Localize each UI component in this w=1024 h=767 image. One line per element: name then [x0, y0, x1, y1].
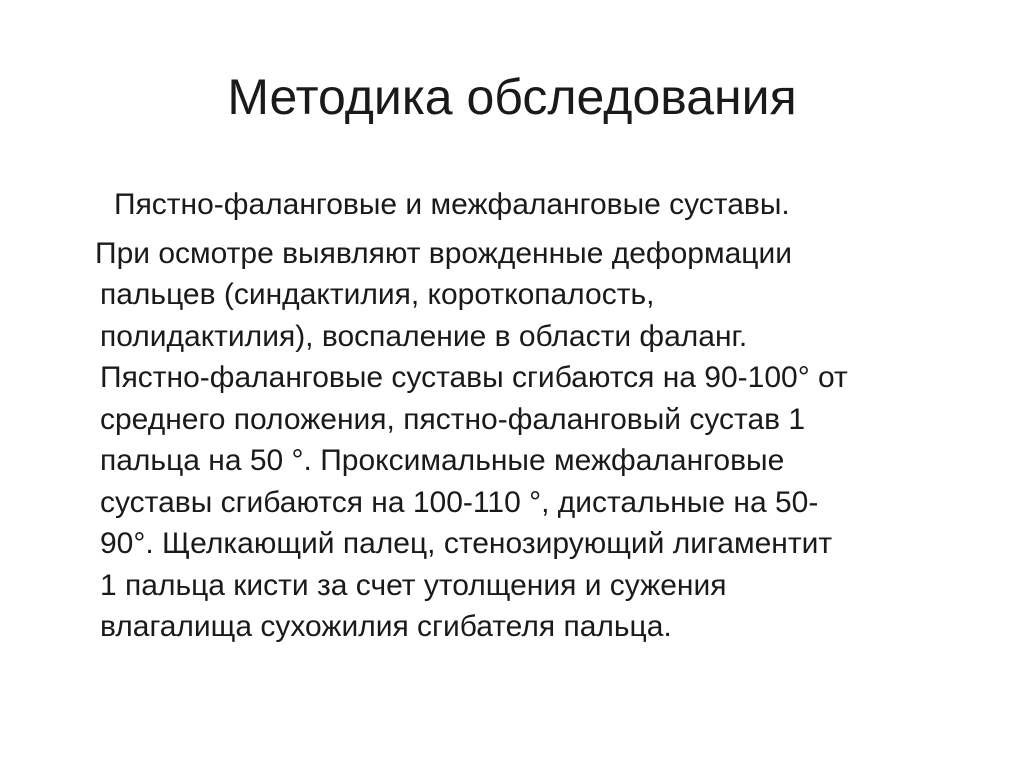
slide-title: Методика обследования	[227, 69, 797, 125]
text-line: 90°. Щелкающий палец, стенозирующий лигаментит	[100, 527, 833, 560]
paragraph-heading: Пястно-фаланговые и межфаланговые суставы.	[114, 188, 790, 221]
text-line: суставы сгибаются на 100-110 °, дистальные на 50-	[100, 485, 819, 519]
text-line: Пястно-фаланговые суставы сгибаются на 90-100° от	[100, 361, 848, 394]
text-line: При осмотре выявляют врожденные деформации	[95, 236, 792, 270]
text-line: пальцев (синдактилия, короткопалость,	[100, 278, 655, 311]
slide-body	[95, 184, 980, 648]
text-line: полидактилия), воспаление в области фаланг.	[100, 319, 748, 353]
text-line: влагалища сухожилия сгибателя пальца.	[100, 610, 672, 643]
paragraph-description	[95, 233, 980, 648]
text-line: пальца на 50 °. Проксимальные межфаланговые	[100, 444, 785, 477]
text-line: среднего положения, пястно-фаланговый сустав 1	[100, 402, 806, 436]
text-line: 1 пальца кисти за счет утолщения и сужения	[100, 568, 727, 602]
